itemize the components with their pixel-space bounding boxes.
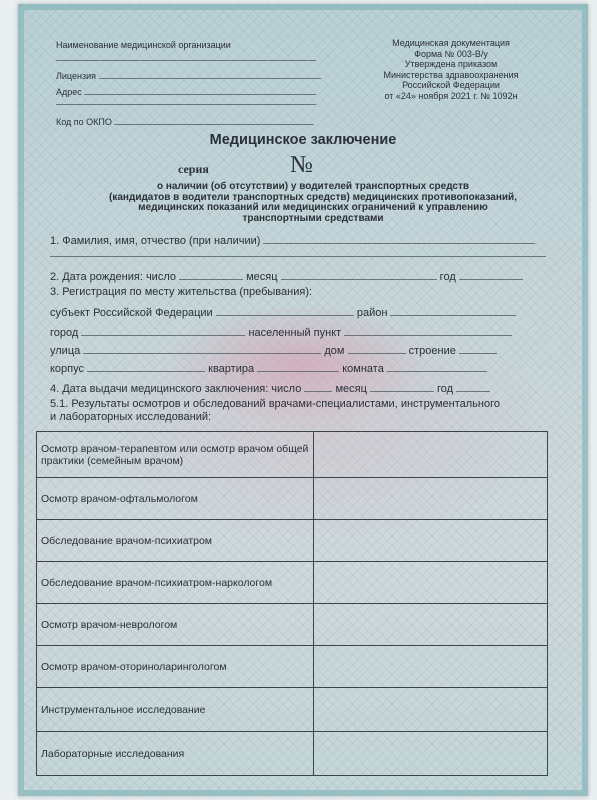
row-value-cell[interactable] [314,732,548,776]
row-label: Инструментальное исследование [37,688,314,732]
row-label: Обследование врачом-психиатром [37,520,314,562]
building-label: строение [408,345,456,357]
house-label: дом [324,345,345,357]
license-field [56,68,321,82]
row-value-cell[interactable] [314,562,548,604]
form-ref-line-3: Утверждена приказом [404,59,498,69]
table-row [37,732,548,776]
issue-month-line[interactable] [370,380,434,392]
table-row [37,478,548,520]
subject-field [50,304,516,320]
row-label: Лабораторные исследования [37,732,314,776]
room-line[interactable] [387,360,487,372]
results-heading-2: и лабораторных исследований: [50,411,212,423]
row-value-cell[interactable] [314,478,548,520]
house-line[interactable] [348,342,406,354]
district-line[interactable] [390,304,516,316]
row-label: Осмотр врачом-оториноларингологом [37,646,314,688]
settlement-label: населенный пункт [248,327,342,339]
subtitle-line-2: (кандидатов в водители транспортных средств) медицинских противопоказаний, [109,191,517,203]
row-value-cell[interactable] [314,646,548,688]
fio-field [50,232,535,248]
form-ref-line-1: Медицинская документация [392,38,510,48]
row-label: Осмотр врачом-терапевтом или осмотр врачом общей практики (семейным врачом) [37,432,314,478]
okpo-label: Код по ОКПО [56,117,112,127]
registration-heading: 3. Регистрация по месту жительства (пребывания): [50,286,313,298]
issue-year-label: год [437,383,454,395]
table-row [37,688,548,732]
address-line-2[interactable] [56,104,316,105]
korpus-field [50,360,487,376]
dob-label: 2. Дата рождения: число [50,271,176,283]
document-subtitle [88,182,538,224]
dob-month-line[interactable] [281,268,437,280]
street-label: улица [50,345,81,357]
table-row [37,432,548,478]
room-label: комната [342,363,384,375]
row-value-cell[interactable] [314,432,548,478]
okpo-line[interactable] [114,114,314,125]
row-value-cell[interactable] [314,688,548,732]
address-line[interactable] [84,84,316,95]
issue-day-line[interactable] [304,380,332,392]
form-ref-line-6: от «24» ноября 2021 г. № 1092н [384,90,518,101]
city-field [50,324,512,340]
row-label: Осмотр врачом-неврологом [37,604,314,646]
license-line[interactable] [99,68,321,79]
address-field [56,84,316,98]
district-label: район [356,307,388,319]
apartment-line[interactable] [257,360,339,372]
subject-label: субъект Российской Федерации [50,307,213,319]
street-field [50,342,497,358]
subject-line[interactable] [216,304,354,316]
document-title: Медицинское заключение [209,132,397,148]
fio-input-line[interactable] [263,232,535,244]
subtitle-line-1: о наличии (об отсутствии) у водителей транспортных средств [156,181,470,192]
city-label: город [50,327,79,339]
form-ref-line-5: Российской Федерации [402,80,500,90]
results-table [36,431,548,776]
dob-field [50,268,523,284]
medical-form-sheet [18,4,588,796]
dob-year-line[interactable] [459,268,523,280]
row-label: Обследование врачом-психиатром-наркологом [37,562,314,604]
apartment-label: квартира [208,363,255,375]
row-value-cell[interactable] [314,604,548,646]
org-name-line[interactable] [56,60,316,61]
city-line[interactable] [81,324,245,336]
results-heading-1: 5.1. Результаты осмотров и обследований врачами-специалистами, инструментального [50,398,500,410]
address-label: Адрес [56,87,82,97]
number-sign: № [290,152,313,178]
table-row [37,520,548,562]
dob-year-label: год [439,271,456,283]
settlement-line[interactable] [344,324,512,336]
issue-month-label: месяц [335,383,367,395]
dob-month-label: месяц [246,271,278,283]
form-ref-line-4: Министерства здравоохранения [383,69,519,80]
series-label: серия [178,162,209,176]
korpus-line[interactable] [87,360,205,372]
table-row [37,604,548,646]
org-name-label: Наименование медицинской организации [56,40,231,50]
okpo-field [56,114,314,128]
row-value-cell[interactable] [314,520,548,562]
subtitle-line-4: транспортными средствами [242,212,384,224]
korpus-label: корпус [50,363,85,375]
form-ref-line-2: Форма № 003-В/у [414,48,488,59]
org-name-field [56,40,231,51]
building-line[interactable] [459,342,497,354]
table-row [37,562,548,604]
street-line[interactable] [83,342,321,354]
issue-date-label: 4. Дата выдачи медицинского заключения: число [50,383,302,395]
dob-day-line[interactable] [179,268,243,280]
issue-date-field [50,380,490,396]
row-label: Осмотр врачом-офтальмологом [37,478,314,520]
subtitle-line-3: медицинских показаний или медицинских ограничений к управлению [138,202,488,213]
license-label: Лицензия [56,71,96,81]
issue-year-line[interactable] [456,380,490,392]
table-row [37,646,548,688]
fio-label: 1. Фамилия, имя, отчество (при наличии) [50,235,261,247]
fio-input-line-2[interactable] [50,256,546,257]
form-reference-block [366,38,536,101]
